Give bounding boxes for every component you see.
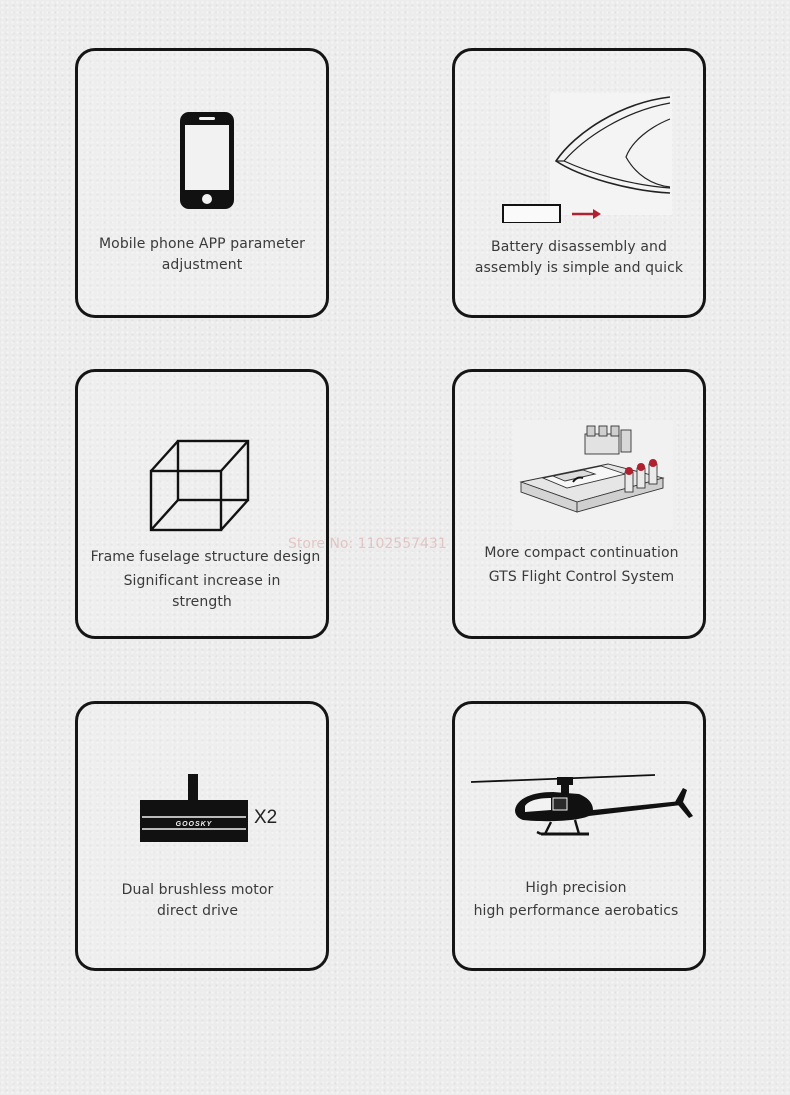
- feature-caption: Frame fuselage structure design Significant increase in strength: [90, 549, 321, 610]
- battery-canopy-icon: [500, 93, 672, 223]
- cube-frame-icon: [148, 438, 252, 534]
- brushless-motor-icon: [138, 774, 250, 844]
- feature-card-motor: [75, 701, 329, 971]
- motor-multiplier-label: X2: [254, 807, 278, 828]
- feature-caption: Mobile phone APP parameter adjustment: [98, 236, 306, 273]
- feature-caption: More compact continuation GTS Flight Control System: [484, 545, 679, 585]
- feature-card-battery: [452, 48, 706, 318]
- flight-controller-board-icon: [513, 420, 673, 530]
- feature-card-frame: [75, 369, 329, 639]
- motor-brand-label: GOOSKY: [175, 821, 213, 828]
- smartphone-icon: [179, 111, 235, 211]
- feature-caption: Dual brushless motor direct drive: [121, 882, 274, 919]
- store-watermark: Store No: 1102557431: [288, 536, 447, 552]
- feature-card-app: [75, 48, 329, 318]
- feature-caption: Battery disassembly and assembly is simple and quick: [474, 239, 684, 276]
- helicopter-icon: [471, 772, 697, 844]
- feature-caption: High precision high performance aerobatics: [473, 880, 679, 919]
- feature-card-flight-control: [452, 369, 706, 639]
- feature-card-aerobatics: [452, 701, 706, 971]
